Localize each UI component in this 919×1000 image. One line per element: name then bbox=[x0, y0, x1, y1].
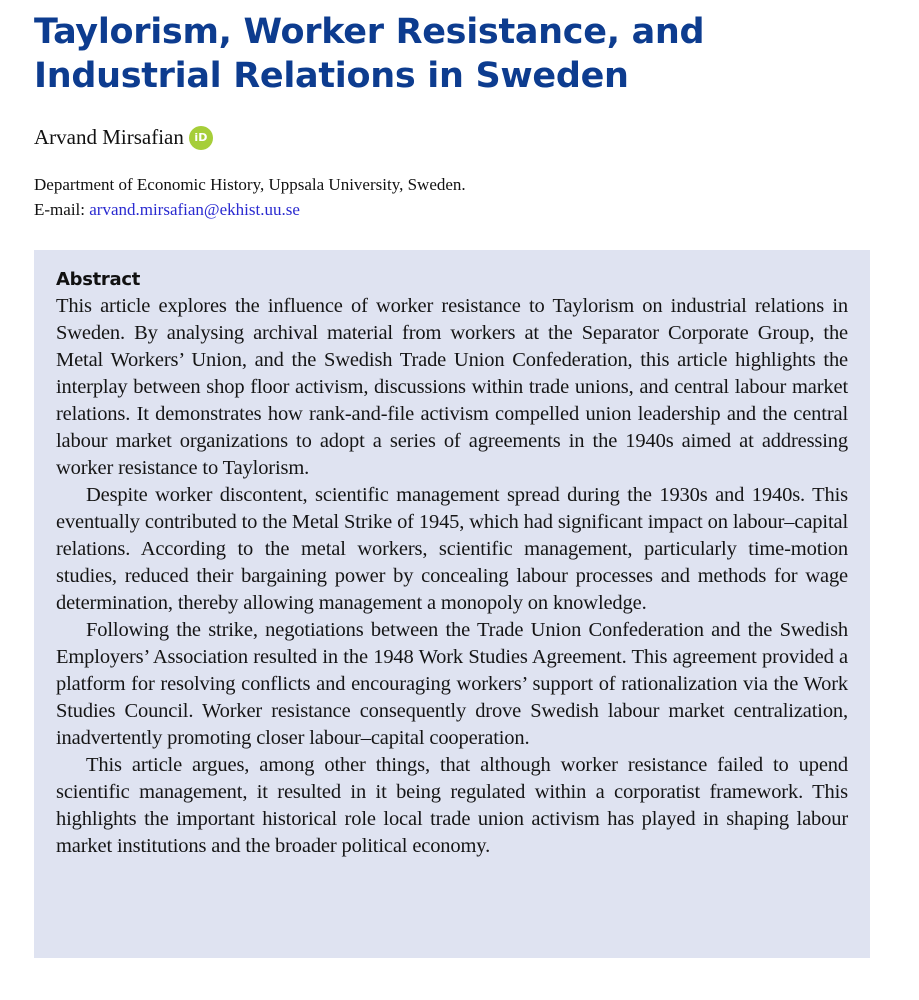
abstract-paragraph: Following the strike, negotiations between the Trade Union Confederation and the Swedish Employers’ Association resulted in the 1948 Work Studies Agreement. This agreement provided a platform for resolving conflicts and encouraging workers’ support of rationalization via the Work Studies Council. Worker resistance consequently drove Swedish labour market centralization, inadvertently promoting closer labour–capital cooperation. bbox=[56, 619, 848, 749]
email-label: E-mail: bbox=[34, 200, 90, 219]
author-line bbox=[34, 125, 213, 150]
affiliation: Department of Economic History, Uppsala University, Sweden. bbox=[34, 175, 466, 194]
author-name: Arvand Mirsafian bbox=[34, 125, 184, 149]
affiliation-block bbox=[34, 172, 466, 222]
abstract-paragraph: This article explores the influence of worker resistance to Taylorism on industrial relations in Sweden. By analysing archival material from workers at the Separator Corporate Group, the Metal Workers’ Union, and the Swedish Trade Union Confederation, this article highlights the interplay between shop floor activism, discussions within trade unions, and central labour market relations. It demonstrates how rank-and-file activism compelled union leadership and the central labour market organizations to adopt a series of agreements in the 1940s aimed at addressing worker resistance to Taylorism. bbox=[56, 295, 848, 479]
abstract-paragraph: Despite worker discontent, scientific management spread during the 1930s and 1940s. This eventually contributed to the Metal Strike of 1945, which had significant impact on labour–capital relations. According to the metal workers, scientific management, particularly time-motion studies, reduced their bargaining power by concealing labour processes and methods for wage determination, thereby allowing management a monopoly on knowledge. bbox=[56, 484, 848, 614]
paper-title: Taylorism, Worker Resistance, and Industrial Relations in Sweden bbox=[34, 12, 705, 96]
abstract-box bbox=[34, 250, 870, 958]
orcid-icon[interactable]: iD bbox=[189, 126, 213, 150]
email-line bbox=[34, 197, 466, 222]
abstract-paragraph: This article argues, among other things, that although worker resistance failed to upend scientific management, it resulted in it being regulated within a corporatist framework. This highlights the important historical role local trade union activism has played in shaping labour market institutions and the broader political economy. bbox=[56, 754, 848, 857]
abstract-heading: Abstract bbox=[56, 269, 141, 290]
email-link[interactable]: arvand.mirsafian@ekhist.uu.se bbox=[89, 200, 300, 219]
